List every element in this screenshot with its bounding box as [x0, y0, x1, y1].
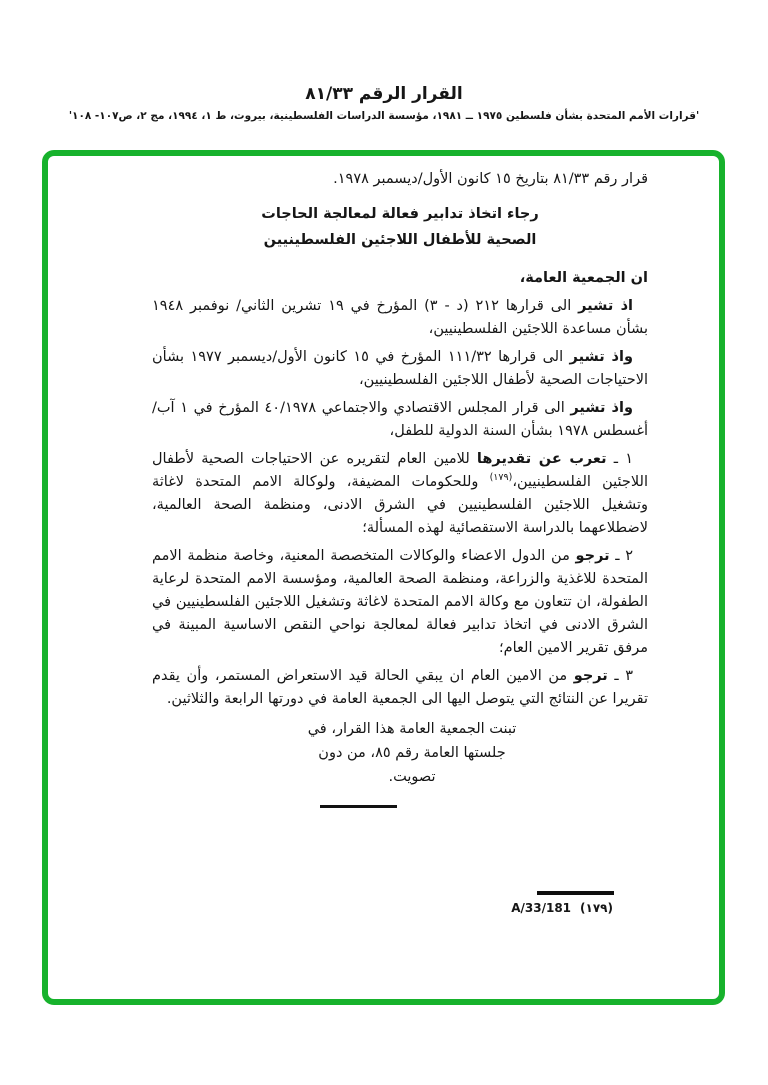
- closing-line-1: تبنت الجمعية العامة هذا القرار، في: [307, 721, 517, 737]
- resolution-text-column: [152, 168, 648, 808]
- resolution-paragraph-recital-2: واذ تشير الى قرارها ١١١/٣٢ المؤرخ في ١٥ كانون الأول/ديسمبر ١٩٧٧ بشأن الاحتياجات الصحية لأطفال اللاجئين الفلسطينيين،: [152, 349, 648, 388]
- footer: [511, 901, 613, 915]
- closing-line-3: تصويت.: [388, 769, 436, 785]
- footer-separator-rule: [537, 891, 614, 895]
- resolution-paragraph-operative-1: ١ ـ تعرب عن تقديرها للامين العام لتقريره عن الاحتياجات الصحية لأطفال اللاجئين الفلسطينيين،$^{(١٧٩)}$ وللحكومات المضيفة، ولوكالة الامم المتحدة لاغاثة وتشغيل اللاجئين الفلسطينيين في الشرق الادنى، ومنظمة الصحة العالمية، لاضطلاعهما بالدراسة الاستقصائية لهذه المسألة؛: [152, 451, 648, 536]
- resolution-date-line: قرار رقم ٨١/٣٣ بتاريخ ١٥ كانون الأول/ديسمبر ١٩٧٨.: [333, 171, 648, 187]
- closing-statement: [262, 717, 562, 789]
- source-citation: 'قرارات الأمم المتحدة بشأن فلسطين ١٩٧٥ ــ ١٩٨١، مؤسسة الدراسات الفلسطينية، بيروت، ط ١، ١٩٩٤، مج ٢، ص١٠٧- ١٠٨': [68, 110, 700, 122]
- page-number: (١٧٩): [580, 901, 613, 915]
- resolution-paragraph-operative-3: ٣ ـ ترجو من الامين العام ان يبقي الحالة قيد الاستعراض المستمر، وأن يقدم تقريرا عن النتائج التي يتوصل اليها الى الجمعية العامة في دورتها الرابعة والثلاثين.: [152, 668, 648, 707]
- page-title: القرار الرقم ٨١/٣٣: [305, 84, 463, 104]
- document-symbol: A/33/181: [511, 901, 572, 915]
- resolution-paragraph-operative-2: ٢ ـ ترجو من الدول الاعضاء والوكالات المتخصصة المعنية، وخاصة منظمة الامم المتحدة للاغذية والزراعة، ومنظمة الصحة العالمية، ومؤسسة الامم المتحدة لرعاية الطفولة، ان تتعاون مع وكالة الامم المتحدة لاغاثة وتشغيل اللاجئين الفلسطينيين في الشرق الادنى في اتخاذ تدابير فعالة لمعالجة نواحي النقص الاساسية المبينة في مرفق تقرير الامين العام؛: [152, 548, 648, 656]
- resolution-subject-line-1: رجاء اتخاذ تدابير فعالة لمعالجة الحاجات: [261, 206, 539, 222]
- footnote-separator-rule: [320, 805, 397, 808]
- resolution-paragraph-preamble: ان الجمعية العامة،: [519, 270, 648, 286]
- resolution-subject-line-2: الصحية للأطفال اللاجئين الفلسطينيين: [263, 232, 537, 248]
- resolution-paragraph-recital-3: واذ تشير الى قرار المجلس الاقتصادي والاجتماعي ٤٠/١٩٧٨ المؤرخ في ١ آب/أغسطس ١٩٧٨ بشأن السنة الدولية للطفل،: [152, 400, 648, 439]
- closing-line-2: جلستها العامة رقم ٨٥، من دون: [318, 745, 506, 761]
- resolution-paragraph-recital-1: اذ تشير الى قرارها ٢١٢ (د - ٣) المؤرخ في ١٩ تشرين الثاني/ نوفمبر ١٩٤٨ بشأن مساعدة اللاجئين الفلسطينيين،: [152, 298, 648, 337]
- resolution-subject: [152, 201, 648, 253]
